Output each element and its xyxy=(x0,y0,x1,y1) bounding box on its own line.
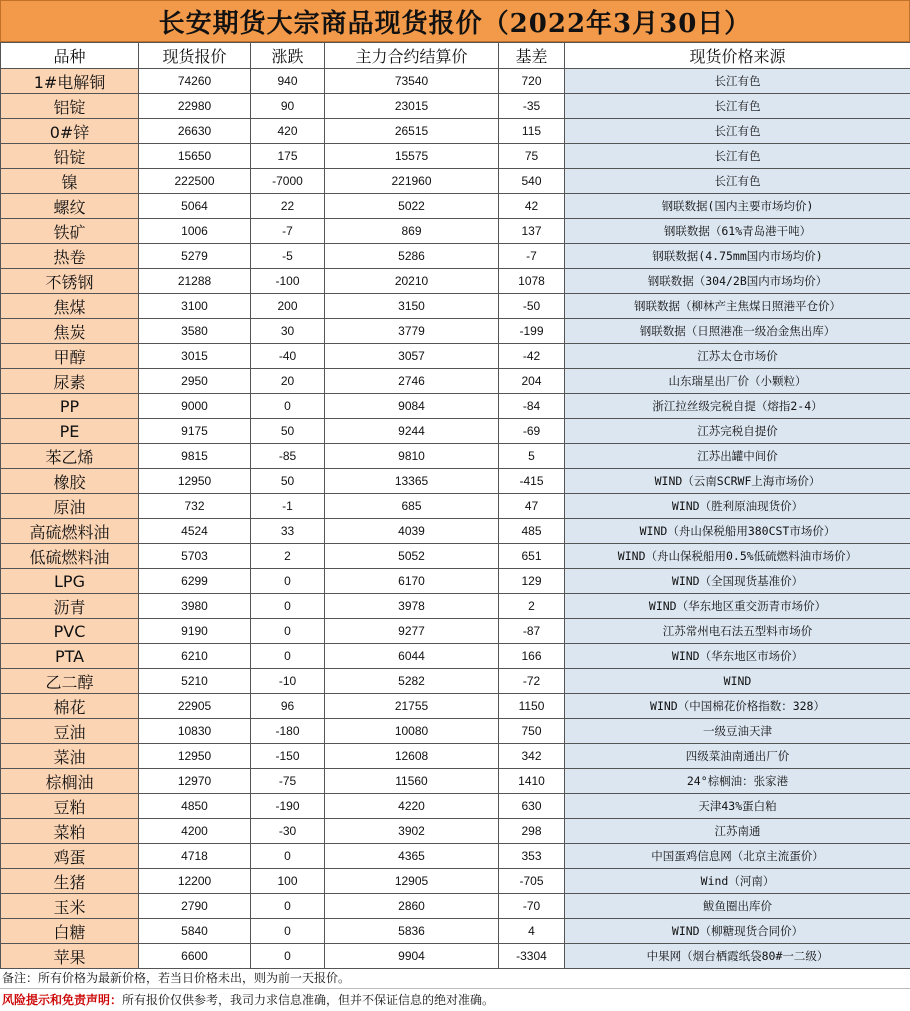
cell-name: LPG xyxy=(1,569,139,594)
cell-spot: 9190 xyxy=(139,619,251,644)
table-row xyxy=(1,69,910,94)
cell-change: -40 xyxy=(251,344,325,369)
cell-spot: 9175 xyxy=(139,419,251,444)
cell-spot: 3580 xyxy=(139,319,251,344)
cell-change: 30 xyxy=(251,319,325,344)
cell-basis: 42 xyxy=(499,194,565,219)
cell-source: 长江有色 xyxy=(565,94,910,119)
cell-spot: 5840 xyxy=(139,919,251,944)
cell-settle: 869 xyxy=(325,219,499,244)
cell-spot: 12950 xyxy=(139,469,251,494)
cell-spot: 6299 xyxy=(139,569,251,594)
header-basis: 基差 xyxy=(499,43,565,69)
table-row xyxy=(1,169,910,194)
cell-settle: 4039 xyxy=(325,519,499,544)
cell-basis: 47 xyxy=(499,494,565,519)
cell-settle: 9277 xyxy=(325,619,499,644)
cell-source: WIND（柳糖现货合同价） xyxy=(565,919,910,944)
cell-spot: 4850 xyxy=(139,794,251,819)
cell-basis: -70 xyxy=(499,894,565,919)
cell-source: 中果网（烟台栖霞纸袋80#一二级） xyxy=(565,944,910,969)
cell-name: PE xyxy=(1,419,139,444)
table-row xyxy=(1,319,910,344)
cell-spot: 4524 xyxy=(139,519,251,544)
cell-basis: -87 xyxy=(499,619,565,644)
cell-change: -100 xyxy=(251,269,325,294)
cell-change: -180 xyxy=(251,719,325,744)
cell-change: 420 xyxy=(251,119,325,144)
cell-basis: 540 xyxy=(499,169,565,194)
cell-settle: 3150 xyxy=(325,294,499,319)
cell-name: 沥青 xyxy=(1,594,139,619)
cell-change: -150 xyxy=(251,744,325,769)
table-row xyxy=(1,419,910,444)
cell-change: -7 xyxy=(251,219,325,244)
cell-spot: 10830 xyxy=(139,719,251,744)
cell-name: 低硫燃料油 xyxy=(1,544,139,569)
footer-note: 备注：所有价格为最新价格，若当日价格未出，则为前一天报价。 xyxy=(0,969,910,989)
cell-source: WIND（华东地区重交沥青市场价） xyxy=(565,594,910,619)
cell-name: 1#电解铜 xyxy=(1,69,139,94)
table-row xyxy=(1,94,910,119)
cell-change: -85 xyxy=(251,444,325,469)
table-row xyxy=(1,694,910,719)
cell-settle: 9810 xyxy=(325,444,499,469)
cell-change: 96 xyxy=(251,694,325,719)
cell-name: PTA xyxy=(1,644,139,669)
table-row xyxy=(1,344,910,369)
cell-change: 2 xyxy=(251,544,325,569)
cell-settle: 12905 xyxy=(325,869,499,894)
cell-change: 0 xyxy=(251,569,325,594)
cell-change: -7000 xyxy=(251,169,325,194)
cell-name: 豆油 xyxy=(1,719,139,744)
cell-change: 0 xyxy=(251,919,325,944)
cell-settle: 5052 xyxy=(325,544,499,569)
cell-settle: 12608 xyxy=(325,744,499,769)
cell-name: 镍 xyxy=(1,169,139,194)
cell-spot: 3015 xyxy=(139,344,251,369)
cell-source: 长江有色 xyxy=(565,169,910,194)
cell-settle: 26515 xyxy=(325,119,499,144)
cell-change: 0 xyxy=(251,394,325,419)
cell-name: 玉米 xyxy=(1,894,139,919)
cell-name: 橡胶 xyxy=(1,469,139,494)
cell-spot: 74260 xyxy=(139,69,251,94)
cell-spot: 9000 xyxy=(139,394,251,419)
cell-name: 高硫燃料油 xyxy=(1,519,139,544)
cell-basis: 651 xyxy=(499,544,565,569)
cell-spot: 3980 xyxy=(139,594,251,619)
cell-basis: -3304 xyxy=(499,944,565,969)
cell-name: PP xyxy=(1,394,139,419)
cell-name: 铝锭 xyxy=(1,94,139,119)
cell-name: 铅锭 xyxy=(1,144,139,169)
cell-settle: 9904 xyxy=(325,944,499,969)
cell-basis: 204 xyxy=(499,369,565,394)
cell-settle: 3779 xyxy=(325,319,499,344)
cell-change: -190 xyxy=(251,794,325,819)
cell-settle: 6170 xyxy=(325,569,499,594)
cell-basis: -415 xyxy=(499,469,565,494)
cell-change: 90 xyxy=(251,94,325,119)
cell-name: 不锈钢 xyxy=(1,269,139,294)
table-row xyxy=(1,444,910,469)
cell-change: 50 xyxy=(251,469,325,494)
cell-settle: 23015 xyxy=(325,94,499,119)
cell-spot: 4200 xyxy=(139,819,251,844)
cell-settle: 3057 xyxy=(325,344,499,369)
cell-change: 33 xyxy=(251,519,325,544)
cell-name: 苯乙烯 xyxy=(1,444,139,469)
table-row xyxy=(1,369,910,394)
cell-settle: 15575 xyxy=(325,144,499,169)
cell-spot: 1006 xyxy=(139,219,251,244)
cell-basis: -50 xyxy=(499,294,565,319)
table-row xyxy=(1,644,910,669)
table-row xyxy=(1,844,910,869)
cell-change: -30 xyxy=(251,819,325,844)
cell-name: 热卷 xyxy=(1,244,139,269)
cell-name: 焦炭 xyxy=(1,319,139,344)
table-row xyxy=(1,894,910,919)
cell-settle: 13365 xyxy=(325,469,499,494)
cell-change: -5 xyxy=(251,244,325,269)
cell-spot: 12200 xyxy=(139,869,251,894)
cell-spot: 3100 xyxy=(139,294,251,319)
cell-settle: 3978 xyxy=(325,594,499,619)
cell-settle: 3902 xyxy=(325,819,499,844)
cell-name: 乙二醇 xyxy=(1,669,139,694)
cell-source: WIND（华东地区市场价） xyxy=(565,644,910,669)
cell-spot: 22905 xyxy=(139,694,251,719)
cell-change: 0 xyxy=(251,894,325,919)
cell-source: 浙江拉丝级完税自提（熔指2-4） xyxy=(565,394,910,419)
cell-spot: 732 xyxy=(139,494,251,519)
cell-change: 0 xyxy=(251,619,325,644)
table-row xyxy=(1,494,910,519)
cell-spot: 5210 xyxy=(139,669,251,694)
cell-basis: 353 xyxy=(499,844,565,869)
cell-spot: 5279 xyxy=(139,244,251,269)
cell-source: 钢联数据（柳林产主焦煤日照港平仓价） xyxy=(565,294,910,319)
cell-settle: 5282 xyxy=(325,669,499,694)
cell-settle: 5022 xyxy=(325,194,499,219)
cell-basis: 720 xyxy=(499,69,565,94)
table-row xyxy=(1,244,910,269)
table-row xyxy=(1,469,910,494)
cell-source: 中国蛋鸡信息网（北京主流蛋价） xyxy=(565,844,910,869)
cell-name: 苹果 xyxy=(1,944,139,969)
cell-basis: 342 xyxy=(499,744,565,769)
cell-basis: -199 xyxy=(499,319,565,344)
cell-spot: 2790 xyxy=(139,894,251,919)
cell-source: 江苏南通 xyxy=(565,819,910,844)
cell-settle: 4365 xyxy=(325,844,499,869)
table-row xyxy=(1,869,910,894)
footer-disclaimer xyxy=(0,989,910,1011)
cell-source: Wind（河南） xyxy=(565,869,910,894)
cell-basis: 137 xyxy=(499,219,565,244)
table-row xyxy=(1,269,910,294)
cell-settle: 221960 xyxy=(325,169,499,194)
cell-basis: 750 xyxy=(499,719,565,744)
cell-name: PVC xyxy=(1,619,139,644)
cell-basis: -72 xyxy=(499,669,565,694)
cell-source: WIND（胜利原油现货价） xyxy=(565,494,910,519)
cell-settle: 10080 xyxy=(325,719,499,744)
cell-spot: 22980 xyxy=(139,94,251,119)
header-row xyxy=(1,43,910,69)
cell-basis: 1410 xyxy=(499,769,565,794)
cell-spot: 4718 xyxy=(139,844,251,869)
cell-source: WIND（云南SCRWF上海市场价） xyxy=(565,469,910,494)
cell-change: 175 xyxy=(251,144,325,169)
cell-basis: 75 xyxy=(499,144,565,169)
cell-spot: 21288 xyxy=(139,269,251,294)
cell-source: 钢联数据(4.75mm国内市场均价) xyxy=(565,244,910,269)
cell-basis: -42 xyxy=(499,344,565,369)
cell-source: 一级豆油天津 xyxy=(565,719,910,744)
disclaimer-label: 风险提示和免责声明： xyxy=(2,993,122,1007)
cell-spot: 26630 xyxy=(139,119,251,144)
cell-change: 0 xyxy=(251,594,325,619)
cell-basis: 5 xyxy=(499,444,565,469)
table-row xyxy=(1,719,910,744)
cell-settle: 20210 xyxy=(325,269,499,294)
table-row xyxy=(1,769,910,794)
cell-source: 钢联数据（61%青岛港干吨） xyxy=(565,219,910,244)
cell-settle: 2746 xyxy=(325,369,499,394)
cell-spot: 6210 xyxy=(139,644,251,669)
table-row xyxy=(1,294,910,319)
cell-change: -1 xyxy=(251,494,325,519)
cell-change: 0 xyxy=(251,944,325,969)
table-row xyxy=(1,144,910,169)
table-row xyxy=(1,194,910,219)
cell-source: 钢联数据(国内主要市场均价) xyxy=(565,194,910,219)
cell-basis: -7 xyxy=(499,244,565,269)
cell-settle: 5836 xyxy=(325,919,499,944)
cell-name: 菜粕 xyxy=(1,819,139,844)
cell-source: 长江有色 xyxy=(565,144,910,169)
header-source: 现货价格来源 xyxy=(565,43,910,69)
table-row xyxy=(1,544,910,569)
cell-settle: 685 xyxy=(325,494,499,519)
price-table xyxy=(0,42,910,969)
table-row xyxy=(1,569,910,594)
cell-basis: -84 xyxy=(499,394,565,419)
cell-basis: 1150 xyxy=(499,694,565,719)
cell-change: 20 xyxy=(251,369,325,394)
cell-source: WIND（全国现货基准价） xyxy=(565,569,910,594)
cell-name: 豆粕 xyxy=(1,794,139,819)
table-row xyxy=(1,794,910,819)
cell-change: 0 xyxy=(251,844,325,869)
disclaimer-text: 所有报价仅供参考，我司力求信息准确，但并不保证信息的绝对准确。 xyxy=(122,993,494,1007)
table-row xyxy=(1,919,910,944)
cell-spot: 12970 xyxy=(139,769,251,794)
cell-name: 甲醇 xyxy=(1,344,139,369)
cell-basis: -69 xyxy=(499,419,565,444)
cell-source: 江苏完税自提价 xyxy=(565,419,910,444)
cell-source: 长江有色 xyxy=(565,69,910,94)
cell-name: 原油 xyxy=(1,494,139,519)
cell-settle: 21755 xyxy=(325,694,499,719)
table-row xyxy=(1,119,910,144)
cell-name: 鸡蛋 xyxy=(1,844,139,869)
cell-source: 24°棕榈油：张家港 xyxy=(565,769,910,794)
cell-change: -10 xyxy=(251,669,325,694)
cell-spot: 2950 xyxy=(139,369,251,394)
cell-name: 菜油 xyxy=(1,744,139,769)
cell-change: 200 xyxy=(251,294,325,319)
cell-change: 0 xyxy=(251,644,325,669)
cell-source: WIND xyxy=(565,669,910,694)
cell-spot: 222500 xyxy=(139,169,251,194)
cell-settle: 2860 xyxy=(325,894,499,919)
cell-spot: 5703 xyxy=(139,544,251,569)
cell-basis: 1078 xyxy=(499,269,565,294)
cell-name: 铁矿 xyxy=(1,219,139,244)
table-row xyxy=(1,669,910,694)
header-change: 涨跌 xyxy=(251,43,325,69)
cell-spot: 5064 xyxy=(139,194,251,219)
cell-change: -75 xyxy=(251,769,325,794)
cell-settle: 9244 xyxy=(325,419,499,444)
cell-basis: 485 xyxy=(499,519,565,544)
cell-name: 白糖 xyxy=(1,919,139,944)
cell-source: 钢联数据（304/2B国内市场均价） xyxy=(565,269,910,294)
cell-settle: 9084 xyxy=(325,394,499,419)
table-row xyxy=(1,519,910,544)
cell-basis: 2 xyxy=(499,594,565,619)
cell-name: 生猪 xyxy=(1,869,139,894)
cell-source: 江苏常州电石法五型料市场价 xyxy=(565,619,910,644)
cell-basis: 4 xyxy=(499,919,565,944)
cell-source: 鲅鱼圈出库价 xyxy=(565,894,910,919)
cell-settle: 4220 xyxy=(325,794,499,819)
table-row xyxy=(1,619,910,644)
cell-source: WIND（舟山保税船用380CST市场价） xyxy=(565,519,910,544)
cell-source: 长江有色 xyxy=(565,119,910,144)
cell-basis: 129 xyxy=(499,569,565,594)
cell-source: WIND（中国棉花价格指数：328） xyxy=(565,694,910,719)
table-row xyxy=(1,219,910,244)
cell-change: 50 xyxy=(251,419,325,444)
page-title: 长安期货大宗商品现货报价（2022年3月30日） xyxy=(0,0,910,42)
table-body xyxy=(1,69,910,969)
cell-source: 钢联数据（日照港准一级冶金焦出库） xyxy=(565,319,910,344)
cell-basis: 166 xyxy=(499,644,565,669)
cell-settle: 11560 xyxy=(325,769,499,794)
cell-basis: -705 xyxy=(499,869,565,894)
table-row xyxy=(1,594,910,619)
cell-name: 尿素 xyxy=(1,369,139,394)
cell-source: 四级菜油南通出厂价 xyxy=(565,744,910,769)
cell-basis: 115 xyxy=(499,119,565,144)
header-spot: 现货报价 xyxy=(139,43,251,69)
cell-settle: 6044 xyxy=(325,644,499,669)
table-row xyxy=(1,819,910,844)
cell-change: 100 xyxy=(251,869,325,894)
cell-change: 22 xyxy=(251,194,325,219)
cell-name: 螺纹 xyxy=(1,194,139,219)
header-name: 品种 xyxy=(1,43,139,69)
cell-spot: 9815 xyxy=(139,444,251,469)
header-settle: 主力合约结算价 xyxy=(325,43,499,69)
cell-source: 天津43%蛋白粕 xyxy=(565,794,910,819)
cell-basis: 298 xyxy=(499,819,565,844)
cell-source: 山东瑞星出厂价（小颗粒） xyxy=(565,369,910,394)
cell-spot: 6600 xyxy=(139,944,251,969)
cell-basis: -35 xyxy=(499,94,565,119)
cell-name: 棕榈油 xyxy=(1,769,139,794)
table-row xyxy=(1,944,910,969)
cell-change: 940 xyxy=(251,69,325,94)
cell-settle: 73540 xyxy=(325,69,499,94)
table-row xyxy=(1,394,910,419)
cell-name: 0#锌 xyxy=(1,119,139,144)
cell-source: WIND（舟山保税船用0.5%低硫燃料油市场价） xyxy=(565,544,910,569)
cell-name: 棉花 xyxy=(1,694,139,719)
cell-name: 焦煤 xyxy=(1,294,139,319)
cell-source: 江苏出罐中间价 xyxy=(565,444,910,469)
cell-source: 江苏太仓市场价 xyxy=(565,344,910,369)
cell-settle: 5286 xyxy=(325,244,499,269)
cell-basis: 630 xyxy=(499,794,565,819)
cell-spot: 15650 xyxy=(139,144,251,169)
table-row xyxy=(1,744,910,769)
cell-spot: 12950 xyxy=(139,744,251,769)
